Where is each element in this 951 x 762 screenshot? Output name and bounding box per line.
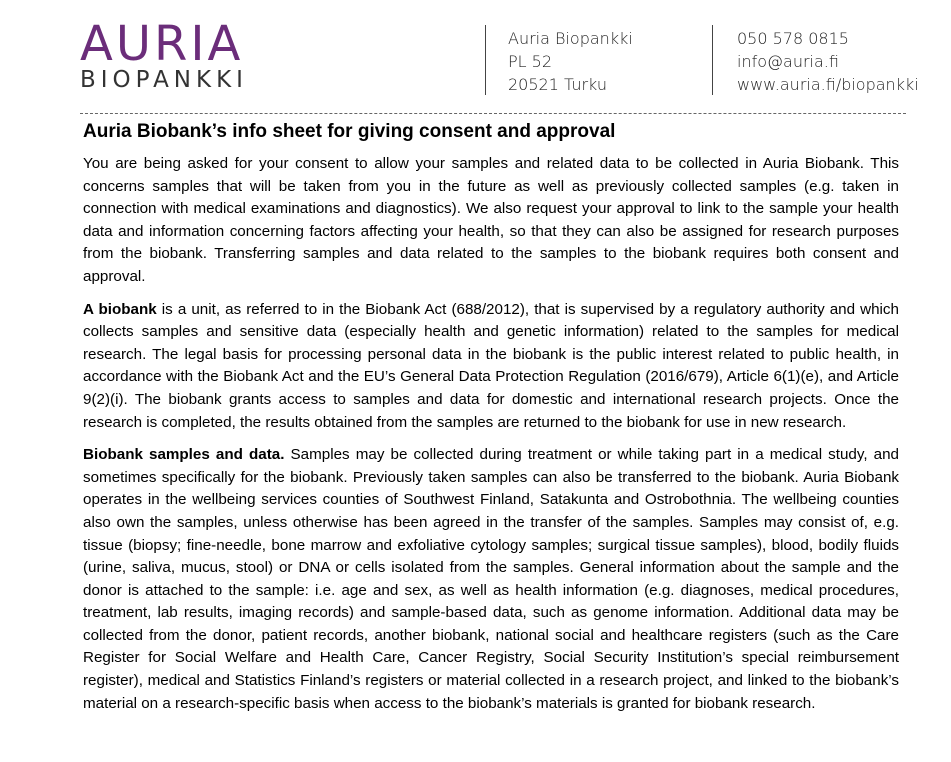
logo-subtitle: BIOPANKKI (80, 67, 248, 93)
paragraph-biobank-text: is a unit, as referred to in the Biobank Act (688/2012), that is supervised by a regulatory authority and which collects samples and sensitive data (especially health and genetic information) related to the samples for medical research. The legal basis for processing personal data in the biobank is the public interest related to public health, in accordance with the Biobank Act and the EU’s General Data Protection Regulation (2016/679), Article 6(1)(e), and Article 9(2)(i). The biobank grants access to samples and data for domestic and international research projects. Once the research is completed, the results obtained from the samples are returned to the biobank for use in new research. (83, 300, 899, 431)
paragraph-samples-text: Samples may be collected during treatment or while taking part in a medical study, and sometimes specifically for the biobank. Previously taken samples can also be transferred to the biobank. Auria Biobank operates in the wellbeing services counties of Southwest Finland, Satakunta and Ostrobothnia. The wellbeing counties also own the samples, unless otherwise has been agreed in the transfer of the samples. Samples may consist of, e.g. tissue (biopsy; fine-needle, bone marrow and exfoliative cytology samples; surgical tissue samples), blood, bodily fluids (urine, saliva, mucus, stool) or DNA or cells isolated from the samples. General information about the sample and the donor is attached to the sample: i.e. age and sex, as well as health information (e.g. diagnoses, medical procedures, treatment, lab results, imaging records) and sample-based data, such as genome information. Additional data may be collected from the donor, patient records, another biobank, national social and healthcare registers (such as the Care Register for Social Welfare and Health Care, Cancer Registry, Social Security Institution’s special reimbursement register), medical and Statistics Finland’s registers or material collected in a research project, and linked to the biobank’s material on a research-specific basis when access to the biobank’s materials is granted for biobank research. (83, 446, 899, 712)
contact-website: www.auria.fi/biopankki (737, 75, 919, 94)
term-samples-and-data: Biobank samples and data. (83, 446, 285, 464)
header-divider-2 (712, 25, 713, 95)
address-line-box: PL 52 (508, 52, 553, 71)
postal-address (508, 27, 633, 96)
contact-phone: 050 578 0815 (737, 29, 849, 48)
paragraph-biobank-definition (83, 299, 899, 435)
paragraph-samples-and-data (83, 444, 899, 715)
address-line-city: 20521 Turku (508, 75, 607, 94)
address-line-name: Auria Biopankki (508, 29, 633, 48)
contact-info (737, 27, 919, 96)
term-biobank: A biobank (83, 300, 157, 318)
header-divider-1 (485, 25, 486, 95)
header-separator (80, 113, 906, 114)
document-title: Auria Biobank’s info sheet for giving consent and approval (83, 121, 616, 142)
logo-wordmark: AURIA (80, 16, 244, 72)
document-body (83, 118, 899, 725)
contact-email: info@auria.fi (737, 52, 839, 71)
auria-biopankki-logo (80, 16, 270, 93)
paragraph-consent-intro: You are being asked for your consent to allow your samples and related data to be collected in Auria Biobank. This concerns samples that will be taken from you in the future as well as previously collected samples (e.g. taken in connection with medical examinations and diagnostics). We also request your approval to link to the sample your health data and information concerning factors affecting your health, so that they can also be assigned for research purposes from the biobank. Transferring samples and data related to the samples to the biobank requires both consent and approval. (83, 155, 899, 285)
